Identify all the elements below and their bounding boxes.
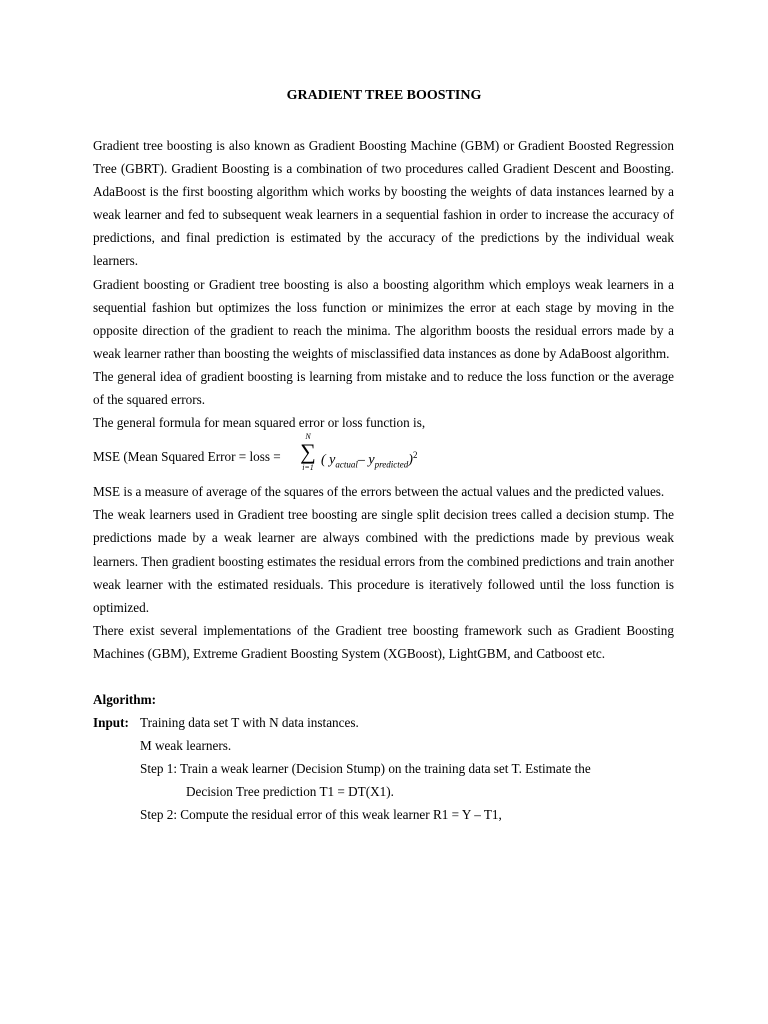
- subscript-predicted: predicted: [374, 459, 409, 470]
- input-row: [93, 711, 674, 734]
- close-paren: ): [408, 452, 413, 468]
- y-predicted: y: [368, 452, 375, 468]
- step-1-continuation-row: [93, 780, 674, 803]
- minus-sign: –: [357, 452, 365, 468]
- step-2-row: [93, 803, 674, 826]
- step-2: Step 2: Compute the residual error of this weak learner R1 = Y – T1,: [140, 807, 502, 823]
- step-1-row: [93, 757, 674, 780]
- formula-lhs: MSE (Mean Squared Error = loss =: [93, 449, 281, 465]
- paragraph-implementations: There exist several implementations of the Gradient tree boosting framework such as Gradient Boosting Machines (GBM), Extreme Gradient Boosting System (XGBoost), LightGBM, and Catboost etc.: [93, 622, 674, 661]
- input-line-2: M weak learners.: [140, 738, 232, 754]
- algorithm-heading: Algorithm:: [93, 691, 156, 707]
- document-body: [93, 134, 674, 827]
- subscript-actual: actual: [335, 459, 358, 470]
- step-1: Step 1: Train a weak learner (Decision Stump) on the training data set T. Estimate the: [140, 761, 591, 777]
- document-title: GRADIENT TREE BOOSTING: [286, 88, 482, 103]
- step-1-continuation: Decision Tree prediction T1 = DT(X1).: [186, 784, 394, 800]
- open-paren: (: [321, 452, 326, 468]
- paragraph-general-idea: The general idea of gradient boosting is learning from mistake and to reduce the loss function or the average of the squared errors.: [93, 368, 674, 408]
- input-label: Input:: [93, 715, 129, 731]
- input-line-1: Training data set T with N data instances.: [140, 715, 359, 731]
- input-row-2: [93, 734, 674, 757]
- y-actual: y: [329, 452, 336, 468]
- paragraph-formula-intro: The general formula for mean squared error or loss function is,: [93, 415, 426, 431]
- algorithm-heading-row: [93, 688, 674, 711]
- paragraph-intro: Gradient tree boosting is also known as Gradient Boosting Machine (GBM) or Gradient Boosted Regression Tree (GBRT). Gradient Boosting is a combination of two procedures called Gradient Descent and Boosting. AdaBoost is the first boosting algorithm which works by boosting the weights of data instances learned by a weak learner and fed to subsequent weak learners in a sequential fashion in order to increase the accuracy of predictions, and final prediction is estimated by the accuracy of the predictions by the individual weak learners.: [93, 138, 674, 269]
- paragraph-gradient-boosting: Gradient boosting or Gradient tree boosting is also a boosting algorithm which employs weak learners in a sequential fashion but optimizes the loss function or minimizes the error at each stage by moving in the opposite direction of the gradient to reach the minima. The algorithm boosts the residual errors made by a weak learner rather than boosting the weights of misclassified data instances as done by AdaBoost algorithm.: [93, 276, 674, 361]
- summation: [299, 432, 317, 472]
- sum-lower-limit: i=1: [302, 463, 314, 473]
- exponent: 2: [412, 450, 418, 461]
- sum-upper-limit: N: [305, 432, 311, 442]
- paragraph-weak-learners: The weak learners used in Gradient tree boosting are single split decision trees called a decision stump. The predictions made by a weak learner are always combined with the predictions made by previous weak learners. Then gradient boosting estimates the residual errors from the combined predictions and train another weak learner with the estimated residuals. This procedure is iteratively followed until the loss function is optimized.: [93, 507, 674, 615]
- sigma-symbol: ∑: [300, 439, 316, 465]
- mse-formula: [93, 434, 674, 480]
- formula-expression: [321, 444, 417, 477]
- paragraph-mse-definition: MSE is a measure of average of the squares of the errors between the actual values and the predicted values.: [93, 484, 665, 500]
